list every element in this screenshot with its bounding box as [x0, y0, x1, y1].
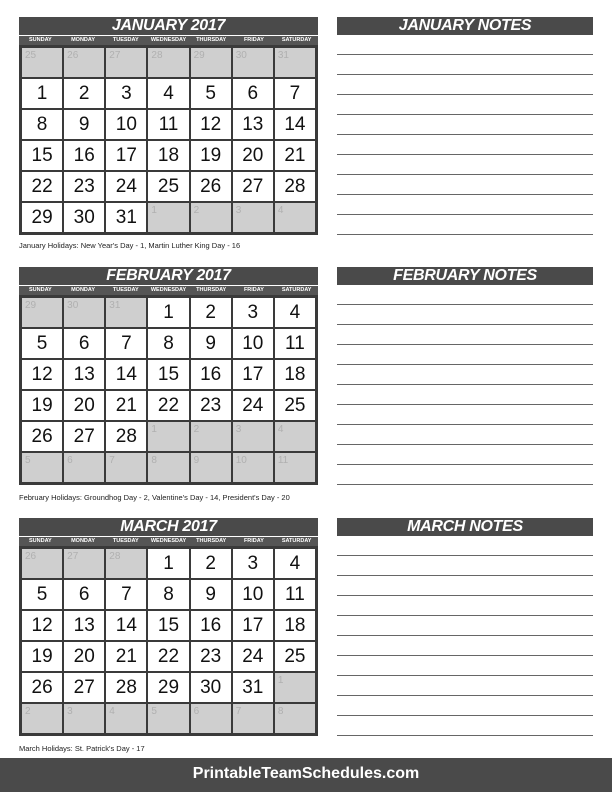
day-cell: 19: [21, 390, 63, 421]
day-cell-other-month: 26: [63, 47, 105, 78]
weekday-label: WEDNESDAY: [150, 538, 187, 544]
day-cell: 13: [232, 109, 274, 140]
day-cell: 7: [105, 579, 147, 610]
day-cell-other-month: 6: [190, 703, 232, 734]
day-cell-other-month: 28: [105, 548, 147, 579]
day-cell: 25: [147, 171, 189, 202]
day-cell: 8: [147, 579, 189, 610]
day-cell: 16: [190, 610, 232, 641]
day-cell: 24: [105, 171, 147, 202]
weekday-label: THURSDAY: [196, 37, 227, 43]
notes-lines[interactable]: [337, 35, 593, 235]
weekday-label: SUNDAY: [28, 538, 52, 544]
day-cell: 4: [147, 78, 189, 109]
day-cell: 5: [21, 328, 63, 359]
note-line[interactable]: [337, 385, 593, 405]
day-cell: 15: [147, 359, 189, 390]
weekday-header: [19, 285, 318, 295]
day-cell: 22: [147, 390, 189, 421]
day-cell: 10: [232, 579, 274, 610]
day-cell-other-month: 5: [21, 452, 63, 483]
day-cell: 17: [105, 140, 147, 171]
day-cell-other-month: 29: [21, 297, 63, 328]
day-cell: 16: [63, 140, 105, 171]
day-cell: 30: [63, 202, 105, 233]
day-cell: 21: [274, 140, 316, 171]
weekday-label: FRIDAY: [243, 287, 264, 293]
day-cell: 8: [21, 109, 63, 140]
day-cell: 24: [232, 641, 274, 672]
day-cell: 12: [190, 109, 232, 140]
day-cell-other-month: 9: [190, 452, 232, 483]
day-grid: [19, 45, 318, 235]
note-line[interactable]: [337, 716, 593, 736]
weekday-label: WEDNESDAY: [150, 287, 187, 293]
month-title: JANUARY 2017: [19, 17, 318, 35]
day-cell-other-month: 1: [147, 202, 189, 233]
day-cell: 31: [105, 202, 147, 233]
day-cell: 26: [21, 672, 63, 703]
day-cell: 26: [21, 421, 63, 452]
day-cell: 25: [274, 641, 316, 672]
day-cell: 27: [63, 421, 105, 452]
day-cell: 21: [105, 390, 147, 421]
notes-title: FEBRUARY NOTES: [337, 267, 593, 285]
footer-brand: PrintableTeamSchedules.com: [0, 758, 612, 792]
note-line[interactable]: [337, 576, 593, 596]
day-grid: [19, 295, 318, 485]
day-cell-other-month: 30: [63, 297, 105, 328]
day-cell: 28: [105, 421, 147, 452]
note-line[interactable]: [337, 95, 593, 115]
day-cell-other-month: 8: [274, 703, 316, 734]
day-cell: 28: [105, 672, 147, 703]
note-line[interactable]: [337, 536, 593, 556]
day-cell-other-month: 2: [21, 703, 63, 734]
day-cell: 14: [105, 359, 147, 390]
day-grid: [19, 546, 318, 736]
january-notes: [337, 17, 593, 235]
note-line[interactable]: [337, 345, 593, 365]
day-cell: 4: [274, 548, 316, 579]
day-cell: 31: [232, 672, 274, 703]
note-line[interactable]: [337, 676, 593, 696]
day-cell: 22: [21, 171, 63, 202]
day-cell: 6: [232, 78, 274, 109]
day-cell-other-month: 25: [21, 47, 63, 78]
day-cell: 2: [190, 297, 232, 328]
day-cell-other-month: 2: [190, 202, 232, 233]
day-cell-other-month: 1: [274, 672, 316, 703]
note-line[interactable]: [337, 155, 593, 175]
day-cell: 4: [274, 297, 316, 328]
day-cell: 6: [63, 328, 105, 359]
day-cell: 20: [63, 641, 105, 672]
day-cell: 2: [63, 78, 105, 109]
day-cell: 30: [190, 672, 232, 703]
day-cell: 15: [147, 610, 189, 641]
day-cell-other-month: 27: [63, 548, 105, 579]
day-cell-other-month: 31: [105, 297, 147, 328]
notes-lines[interactable]: [337, 285, 593, 485]
notes-lines[interactable]: [337, 536, 593, 736]
day-cell-other-month: 4: [105, 703, 147, 734]
day-cell: 1: [147, 548, 189, 579]
day-cell: 20: [232, 140, 274, 171]
note-line[interactable]: [337, 445, 593, 465]
day-cell-other-month: 1: [147, 421, 189, 452]
day-cell: 9: [63, 109, 105, 140]
weekday-label: SATURDAY: [281, 287, 312, 293]
day-cell-other-month: 29: [190, 47, 232, 78]
day-cell-other-month: 7: [105, 452, 147, 483]
weekday-header: [19, 536, 318, 546]
day-cell: 17: [232, 610, 274, 641]
day-cell: 10: [232, 328, 274, 359]
day-cell-other-month: 27: [105, 47, 147, 78]
march-notes: [337, 518, 593, 736]
february-holidays: February Holidays: Groundhog Day - 2, Valentine's Day - 14, President's Day - 20: [19, 493, 290, 502]
day-cell: 3: [232, 297, 274, 328]
february-calendar: [19, 267, 318, 485]
day-cell-other-month: 5: [147, 703, 189, 734]
notes-title: MARCH NOTES: [337, 518, 593, 536]
day-cell-other-month: 31: [274, 47, 316, 78]
note-line[interactable]: [337, 115, 593, 135]
day-cell: 24: [232, 390, 274, 421]
day-cell: 22: [147, 641, 189, 672]
note-line[interactable]: [337, 325, 593, 345]
note-line[interactable]: [337, 55, 593, 75]
weekday-label: SATURDAY: [281, 37, 312, 43]
notes-title: JANUARY NOTES: [337, 17, 593, 35]
day-cell: 1: [147, 297, 189, 328]
note-line[interactable]: [337, 305, 593, 325]
note-line[interactable]: [337, 135, 593, 155]
day-cell: 18: [274, 610, 316, 641]
note-line[interactable]: [337, 656, 593, 676]
day-cell: 23: [190, 390, 232, 421]
day-cell: 7: [274, 78, 316, 109]
day-cell-other-month: 4: [274, 421, 316, 452]
day-cell-other-month: 2: [190, 421, 232, 452]
day-cell: 3: [105, 78, 147, 109]
month-title: MARCH 2017: [19, 518, 318, 536]
weekday-label: MONDAY: [71, 37, 96, 43]
weekday-label: TUESDAY: [112, 287, 139, 293]
day-cell-other-month: 30: [232, 47, 274, 78]
note-line[interactable]: [337, 195, 593, 215]
day-cell: 14: [105, 610, 147, 641]
day-cell: 21: [105, 641, 147, 672]
weekday-label: TUESDAY: [112, 37, 139, 43]
day-cell: 29: [147, 672, 189, 703]
note-line[interactable]: [337, 425, 593, 445]
day-cell: 9: [190, 579, 232, 610]
day-cell: 17: [232, 359, 274, 390]
day-cell: 23: [190, 641, 232, 672]
january-calendar: [19, 17, 318, 235]
day-cell: 16: [190, 359, 232, 390]
day-cell: 5: [190, 78, 232, 109]
note-line[interactable]: [337, 215, 593, 235]
day-cell: 29: [21, 202, 63, 233]
weekday-label: TUESDAY: [112, 538, 139, 544]
note-line[interactable]: [337, 636, 593, 656]
weekday-label: MONDAY: [71, 287, 96, 293]
day-cell-other-month: 28: [147, 47, 189, 78]
day-cell-other-month: 4: [274, 202, 316, 233]
note-line[interactable]: [337, 556, 593, 576]
day-cell: 18: [274, 359, 316, 390]
weekday-label: THURSDAY: [196, 538, 227, 544]
day-cell: 19: [190, 140, 232, 171]
note-line[interactable]: [337, 285, 593, 305]
day-cell: 27: [232, 171, 274, 202]
note-line[interactable]: [337, 35, 593, 55]
note-line[interactable]: [337, 175, 593, 195]
day-cell: 8: [147, 328, 189, 359]
day-cell: 6: [63, 579, 105, 610]
weekday-label: FRIDAY: [243, 538, 264, 544]
note-line[interactable]: [337, 596, 593, 616]
day-cell-other-month: 10: [232, 452, 274, 483]
day-cell: 12: [21, 610, 63, 641]
day-cell: 13: [63, 610, 105, 641]
day-cell: 11: [274, 328, 316, 359]
day-cell-other-month: 3: [232, 202, 274, 233]
day-cell-other-month: 26: [21, 548, 63, 579]
march-calendar: [19, 518, 318, 736]
day-cell: 26: [190, 171, 232, 202]
day-cell-other-month: 3: [63, 703, 105, 734]
day-cell: 12: [21, 359, 63, 390]
weekday-label: SUNDAY: [28, 37, 52, 43]
day-cell: 18: [147, 140, 189, 171]
day-cell-other-month: 7: [232, 703, 274, 734]
day-cell: 2: [190, 548, 232, 579]
note-line[interactable]: [337, 465, 593, 485]
weekday-label: MONDAY: [71, 538, 96, 544]
day-cell: 9: [190, 328, 232, 359]
weekday-label: SATURDAY: [281, 538, 312, 544]
weekday-label: WEDNESDAY: [150, 37, 187, 43]
day-cell-other-month: 11: [274, 452, 316, 483]
day-cell-other-month: 8: [147, 452, 189, 483]
weekday-label: THURSDAY: [196, 287, 227, 293]
day-cell: 11: [274, 579, 316, 610]
day-cell: 19: [21, 641, 63, 672]
day-cell: 1: [21, 78, 63, 109]
january-holidays: January Holidays: New Year's Day - 1, Martin Luther King Day - 16: [19, 241, 241, 250]
month-title: FEBRUARY 2017: [19, 267, 318, 285]
note-line[interactable]: [337, 75, 593, 95]
february-notes: [337, 267, 593, 485]
day-cell: 28: [274, 171, 316, 202]
note-line[interactable]: [337, 405, 593, 425]
weekday-label: FRIDAY: [243, 37, 264, 43]
day-cell: 7: [105, 328, 147, 359]
note-line[interactable]: [337, 696, 593, 716]
day-cell: 23: [63, 171, 105, 202]
day-cell: 10: [105, 109, 147, 140]
day-cell: 13: [63, 359, 105, 390]
day-cell: 25: [274, 390, 316, 421]
day-cell: 5: [21, 579, 63, 610]
weekday-label: SUNDAY: [28, 287, 52, 293]
day-cell: 20: [63, 390, 105, 421]
weekday-header: [19, 35, 318, 45]
day-cell-other-month: 6: [63, 452, 105, 483]
day-cell: 11: [147, 109, 189, 140]
day-cell-other-month: 3: [232, 421, 274, 452]
note-line[interactable]: [337, 365, 593, 385]
day-cell: 15: [21, 140, 63, 171]
note-line[interactable]: [337, 616, 593, 636]
day-cell: 27: [63, 672, 105, 703]
day-cell: 14: [274, 109, 316, 140]
day-cell: 3: [232, 548, 274, 579]
march-holidays: March Holidays: St. Patrick's Day - 17: [19, 744, 145, 753]
